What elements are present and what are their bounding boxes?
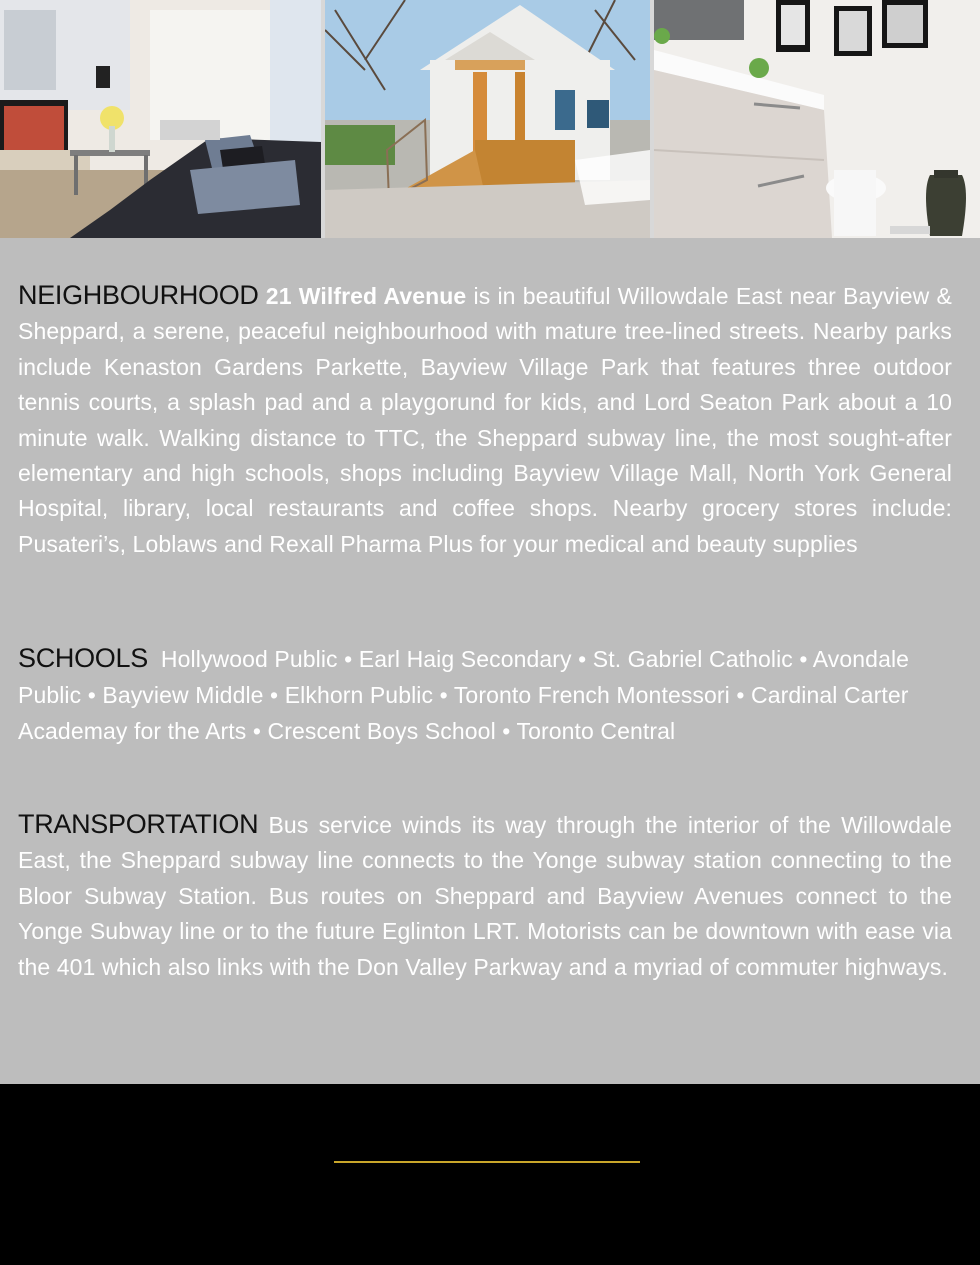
transportation-section bbox=[18, 807, 952, 985]
living-room-photo[interactable] bbox=[0, 0, 321, 238]
neighbourhood-section bbox=[18, 278, 952, 562]
house-exterior-image bbox=[325, 0, 650, 238]
transportation-heading: TRANSPORTATION bbox=[18, 809, 259, 839]
neighbourhood-body: is in beautiful Willowdale East near Bayview & Sheppard, a serene, peaceful neighbourhood with mature tree-lined streets. Nearby parks include Kenaston Gardens Parkette, Bayview Village Park that features three outdoor tennis courts, a splash pad and a playgorund for kids, and Lord Seaton Park about a 10 minute walk. Walking distance to TTC, the Sheppard subway line, the most sought-after elementary and high schools, shops including Bayview Village Mall, North York General Hospital, library, local restaurants and coffee shops. Nearby grocery stores include: Pusateri’s, Loblaws and Rexall Pharma Plus for your medical and beauty supplies bbox=[18, 283, 952, 557]
description-panel bbox=[0, 238, 980, 1084]
schools-list: Hollywood Public • Earl Haig Secondary • St. Gabriel Catholic • Avondale Public • Bayview Middle • Elkhorn Public • Toronto French Montessori • Cardinal Carter Academay for the Arts • Crescent Boys School • Toronto Central bbox=[18, 646, 910, 744]
transportation-body: Bus service winds its way through the interior of the Willowdale East, the Sheppard subway line connects to the Yonge subway station connecting to the Bloor Subway Station. Bus routes on Sheppard and Bayview Avenues connect to the Yonge Subway line or to the future Eglinton LRT. Motorists can be downtown with ease via the 401 which also links with the Don Valley Parkway and a myriad of commuter highways. bbox=[18, 812, 952, 980]
neighbourhood-heading: NEIGHBOURHOOD bbox=[18, 280, 259, 310]
bathroom-image bbox=[654, 0, 980, 238]
house-exterior-photo[interactable] bbox=[325, 0, 650, 238]
schools-heading: SCHOOLS bbox=[18, 643, 148, 673]
property-address: 21 Wilfred Avenue bbox=[265, 283, 467, 309]
photo-strip bbox=[0, 0, 980, 238]
schools-section bbox=[18, 640, 952, 749]
gold-divider bbox=[334, 1161, 640, 1163]
bathroom-photo[interactable] bbox=[654, 0, 980, 238]
footer bbox=[0, 1084, 980, 1265]
living-room-image bbox=[0, 0, 321, 238]
